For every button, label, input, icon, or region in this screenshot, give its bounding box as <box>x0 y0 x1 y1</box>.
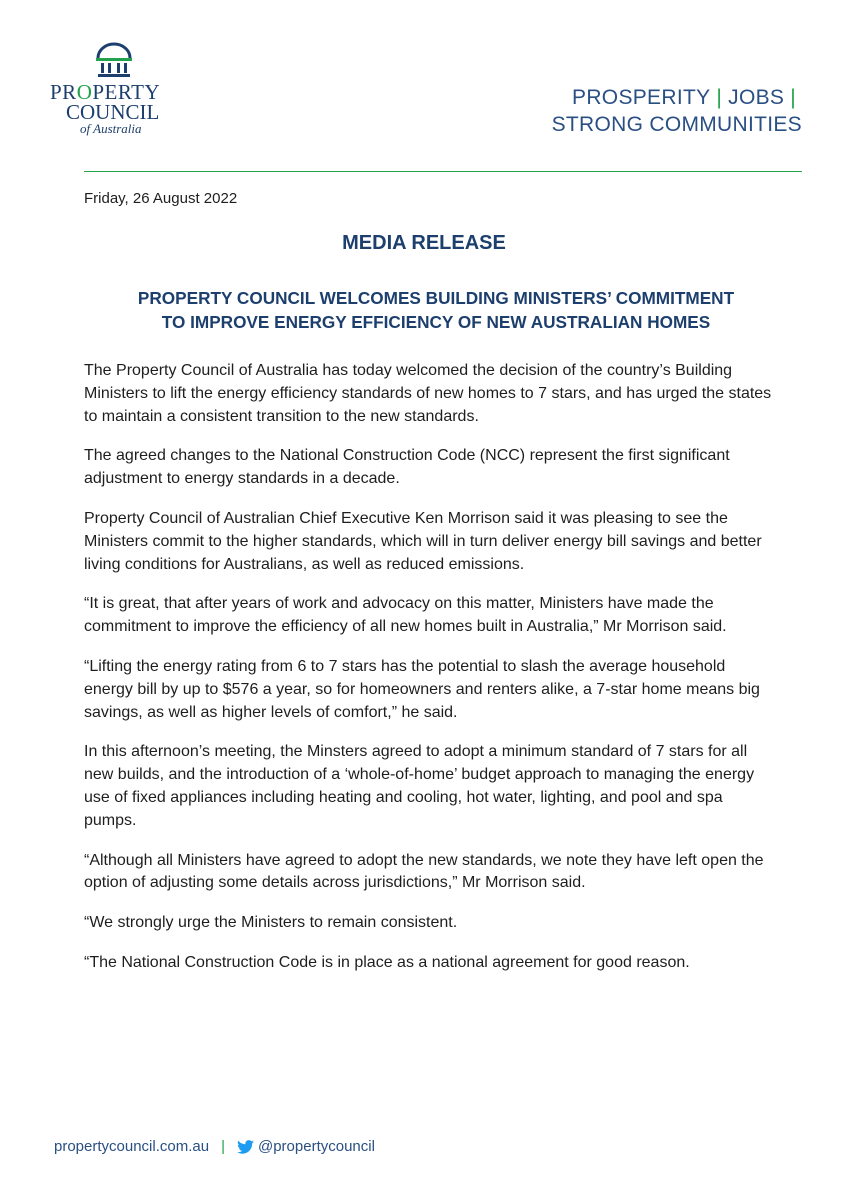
headline-line: TO IMPROVE ENERGY EFFICIENCY OF NEW AUSTRALIAN HOMES <box>161 312 711 332</box>
footer-separator: | <box>221 1138 225 1155</box>
media-release-label: MEDIA RELEASE <box>342 232 506 254</box>
tagline-separator: | <box>716 86 723 109</box>
building-logo-icon <box>90 42 138 78</box>
tagline-item: JOBS <box>728 86 785 109</box>
header-divider <box>84 171 802 172</box>
logo-wordmark-of-australia: of Australia <box>80 121 142 136</box>
logo-wordmark-council: COUNCIL <box>66 100 160 124</box>
body-text <box>84 360 774 992</box>
paragraph: The Property Council of Australia has today welcomed the decision of the country’s Building Ministers to lift the energy efficiency standards of new homes to 7 stars, and has urged the states to maintain a consistent transition to the new standards. <box>84 362 772 425</box>
paragraph: “The National Construction Code is in place as a national agreement for good reason. <box>84 953 690 971</box>
logo-wordmark-property: PROPERTY <box>50 80 161 104</box>
paragraph: The agreed changes to the National Construction Code (NCC) represent the first significant adjustment to energy standards in a decade. <box>84 447 730 488</box>
paragraph: “We strongly urge the Ministers to remain consistent. <box>84 914 458 932</box>
headline-line: PROPERTY COUNCIL WELCOMES BUILDING MINISTERS’ COMMITMENT <box>137 288 735 308</box>
tagline <box>552 84 802 138</box>
paragraph: Property Council of Australian Chief Executive Ken Morrison said it was pleasing to see the Ministers commit to the higher standards, which will in turn deliver energy bill savings and better living conditions for Australians, as well as reduced emissions. <box>84 509 762 573</box>
logo <box>50 42 180 136</box>
paragraph: “Although all Ministers have agreed to adopt the new standards, we note they have left open the option of adjusting some details across jurisdictions,” Mr Morrison said. <box>84 851 764 892</box>
release-date: Friday, 26 August 2022 <box>84 190 238 207</box>
headline <box>84 286 788 334</box>
paragraph: In this afternoon’s meeting, the Minsters agreed to adopt a minimum standard of 7 stars for all new builds, and the introduction of a ‘whole-of-home’ budget approach to managing the energy use of fixed appliances including heating and cooling, hot water, lighting, and pool and spa pumps. <box>84 743 755 829</box>
twitter-handle[interactable]: @propertycouncil <box>257 1138 375 1155</box>
tagline-separator: | <box>790 86 796 109</box>
paragraph: “It is great, that after years of work and advocacy on this matter, Ministers have made the commitment to improve the efficiency of all new homes built in Australia,” Mr Morrison said. <box>84 595 727 636</box>
footer <box>54 1138 375 1155</box>
website-link[interactable]: propertycouncil.com.au <box>54 1138 210 1155</box>
tagline-item: STRONG COMMUNITIES <box>551 113 802 136</box>
twitter-icon <box>237 1140 254 1154</box>
paragraph: “Lifting the energy rating from 6 to 7 stars has the potential to slash the average household energy bill by up to $576 a year, so for homeowners and renters alike, a 7-star home means big savings, as well as higher levels of comfort,” he said. <box>84 657 760 721</box>
tagline-item: PROSPERITY <box>572 86 711 109</box>
